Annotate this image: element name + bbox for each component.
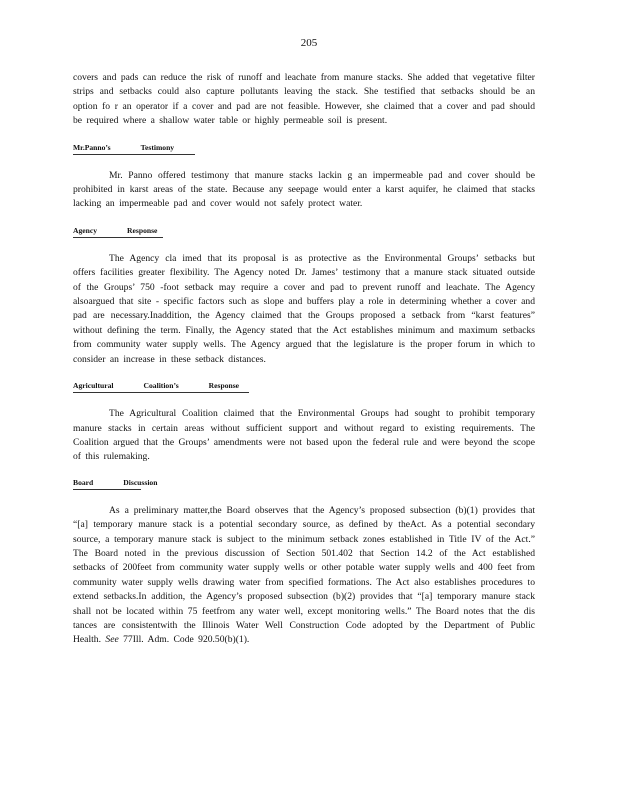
- paragraph-intro-continuation: covers and pads can reduce the risk of runoff and leachate from manure stacks. She added that vegetative filter strips and setbacks could also capture pollutants leaving the stack. She testified that setbacks should be an option fo r an operator if a cover and pad are not feasible. However, she claimed that a cover and pad should be required where a shallow water table or highly permeable soil is present.: [73, 72, 535, 127]
- heading-panno-testimony: [73, 143, 195, 155]
- heading-word: Agency: [73, 225, 98, 235]
- heading-word: Response: [127, 225, 158, 235]
- citation-text: 77Ill. Adm. Code 920.50(b)(1).: [123, 634, 250, 646]
- paragraph-panno: Mr. Panno offered testimony that manure stacks lackin g an impermeable pad and cover should be prohibited in karst areas of the state. Because any seepage would enter a karst aquifer, he claimed that stacks lacking an impermeable pad and cover would not safely protect water.: [73, 169, 535, 210]
- board-text: As a preliminary matter,the Board observes that the Agency’s proposed subsection (b)(1) provides that “[a] temporary manure stack is a potential secondary source, as defined by theAct. As a potential secondary source, a temporary manure stack is subject to the minimum setback zones established in Title IV of the Act.” The Board noted in the previous discussion of Section 501.402 that Section 14.2 of the Act established setbacks of 200feet from community water supply wells or other potable water supply wells and 400 feet from community water supply wells drawing water from specified formations. The Act also establishes procedures to extend setbacks.In addition, the Agency’s proposed subsection (b)(2) provides that “[a] temporary manure stack shall not be located within 75 feetfrom any water well, except monitoring wells.” The Board notes that the dis tances are consistentwith the Illinois Water Well Construction Code adopted by the Department of Public Health.: [73, 504, 535, 646]
- paragraph-coalition: The Agricultural Coalition claimed that the Environmental Groups had sought to prohibit temporary manure stacks in certain areas without sufficient support and without regard to existing requirements. The Coalition argued that the Groups’ amendments were not based upon the federal rule and were beyond the scope of this rulemaking.: [73, 408, 535, 463]
- heading-word: Board: [73, 477, 94, 487]
- page-number: 205: [300, 37, 318, 49]
- heading-word: Agricultural: [73, 381, 114, 391]
- heading-word: Mr.Panno’s: [73, 142, 111, 152]
- heading-underline: [73, 237, 163, 238]
- heading-underline: [73, 392, 249, 393]
- heading-word: Discussion: [123, 477, 158, 487]
- paragraph-board: [73, 504, 535, 648]
- page-content: [73, 71, 535, 648]
- heading-coalition-response: [73, 381, 249, 393]
- paragraph-agency: The Agency cla imed that its proposal is as protective as the Environmental Groups’ setbacks but offers facilities greater flexibility. The Agency noted Dr. James’ testimony that a manure stack situated outside of the Groups’ 750 -foot setback may require a cover and pad to prevent runoff and leachate. The Agency alsoargued that site - specific factors such as slope and buffers play a role in determining whether a cover and pad are necessary.Inaddition, the Agency claimed that the Groups proposed a setback from “karst features” without defining the term. Finally, the Agency stated that the Act establishes minimum and maximum setbacks from community water supply wells. The Agency argued that the legislature is the proper forum in which to consider an increase in these setback distances.: [73, 252, 535, 365]
- citation-signal: See: [105, 634, 119, 646]
- heading-underline: [73, 154, 195, 155]
- heading-agency-response: [73, 226, 163, 238]
- heading-word: Testimony: [140, 142, 175, 152]
- heading-board-discussion: [73, 477, 158, 490]
- heading-word: Coalition’s: [143, 381, 179, 391]
- heading-underline: [73, 489, 141, 490]
- heading-word: Response: [208, 381, 240, 391]
